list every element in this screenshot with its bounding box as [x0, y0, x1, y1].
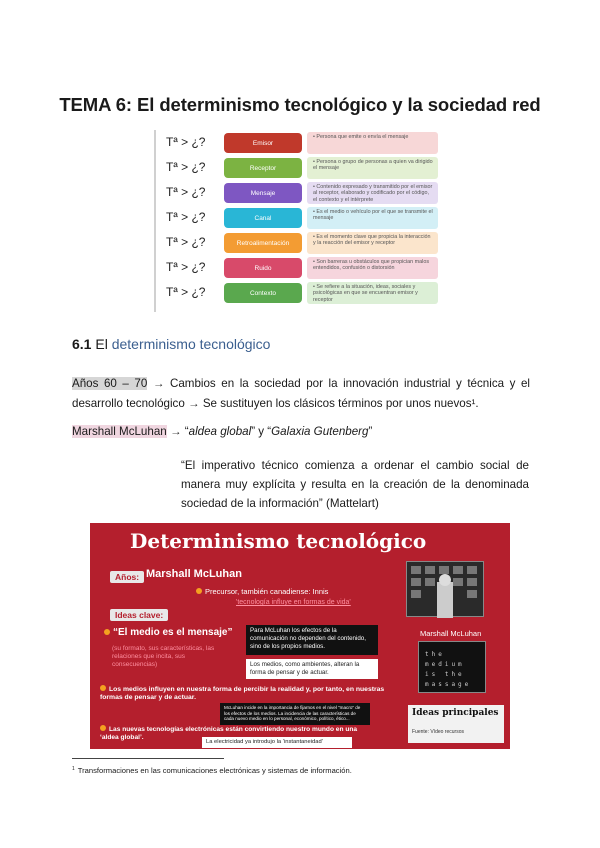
infographic-title: Determinismo tecnológico — [130, 529, 427, 553]
row-element-pill: Mensaje — [224, 183, 302, 203]
precursor-text: Precursor, también canadiense: Innis — [205, 587, 329, 596]
ideas-tag: Ideas clave: — [110, 609, 168, 621]
row-element-pill: Ruido — [224, 258, 302, 278]
row-description: • Se refiere a la situación, ideas, sociales y psicológicas en que se encuentran emisor y receptor — [307, 282, 438, 304]
row-question: Tª > ¿? — [166, 185, 206, 199]
row-description: • Contenido expresado y transmitido por el emisor al receptor, elaborado y codificado por el código, el contexto y el intérprete — [307, 182, 438, 204]
diagram-row — [160, 132, 440, 154]
footnote — [72, 766, 352, 775]
infographic-author: Marshall McLuhan — [146, 568, 242, 580]
row-description: • Es el momento clave que propicia la interacción y la reacción del emisor y receptor — [307, 232, 438, 254]
mattelart-quote: “El imperativo técnico comienza a ordenar el cambio social de manera muy explícita y resulta en la creación de la denominada sociedad de la información” (Mattelart) — [181, 459, 529, 510]
diagram-row — [160, 282, 440, 304]
row-element-pill: Receptor — [224, 158, 302, 178]
term-aldea-global: aldea global — [188, 425, 252, 438]
idea2-text: Los medios influyen en nuestra forma de percibir la realidad y, por tanto, en nuestras formas de pensar y de actuar. — [100, 686, 385, 701]
communication-elements-diagram — [154, 130, 440, 312]
box-electricity: La electricidad ya introdujo la ‘instantaneidad’ — [202, 737, 352, 748]
infographic-determinismo — [90, 523, 510, 749]
term-galaxia-gutenberg: Galaxia Gutenberg — [271, 425, 369, 438]
diagram-row — [160, 257, 440, 279]
mcluhan-end: ” — [368, 425, 373, 438]
section-heading — [72, 336, 270, 352]
row-description: • Es el medio o vehículo por el que se transmite el mensaje — [307, 207, 438, 229]
row-description: • Persona o grupo de personas a quien va dirigido el mensaje — [307, 157, 438, 179]
ideas-principales-title: Ideas principales — [412, 708, 499, 718]
idea1-text: “El medio es el mensaje” — [113, 627, 233, 638]
row-question: Tª > ¿? — [166, 135, 206, 149]
paragraph-years — [72, 374, 530, 414]
row-description: • Son barreras u obstáculos que propician malos entendidos, confusión o distorsión — [307, 257, 438, 279]
bullet-icon — [104, 629, 110, 635]
bullet-icon — [100, 725, 106, 731]
mcluhan-photo — [406, 561, 484, 617]
idea3-text: Las nuevas tecnologías electrónicas están convirtiendo nuestro mundo en una ‘aldea global’. — [100, 726, 358, 741]
box-media-environments: Los medios, como ambientes, alteran la forma de pensar y de actuar. — [246, 659, 378, 679]
diagram-row — [160, 157, 440, 179]
idea-medium-message — [104, 627, 233, 638]
diagram-row — [160, 182, 440, 204]
bullet-icon — [196, 588, 202, 594]
idea-media-perception — [100, 685, 400, 702]
row-element-pill: Retroalimentación — [224, 233, 302, 253]
row-question: Tª > ¿? — [166, 260, 206, 274]
tv-wall-illustration — [407, 562, 485, 618]
footnote-rule — [72, 758, 224, 759]
medium-massage-poster: the medium is the massage — [418, 641, 486, 693]
box-macro-effects: McLuhan incide en la importancia de fijarnos en el nivel “macro” de los efectos de los medios. La incidencia de las características de cada nuevo medio en lo personal, económico, político, ético... — [220, 703, 370, 725]
bullet-icon — [100, 685, 106, 691]
precursor-note: 'tecnología influye en formas de vida' — [236, 599, 351, 606]
row-element-pill: Canal — [224, 208, 302, 228]
row-question: Tª > ¿? — [166, 285, 206, 299]
mcluhan-mid: ” y “ — [251, 425, 272, 438]
footnote-text: Transformaciones en las comunicaciones electrónicas y sistemas de información. — [77, 766, 352, 775]
row-question: Tª > ¿? — [166, 210, 206, 224]
years-tag: Años: — [110, 571, 144, 583]
years-text: → Cambios en la sociedad por la innovación industrial y técnica y el desarrollo tecnológico → Se sustituyen los clásicos términos por unos nuevos¹. — [72, 377, 530, 410]
section-title-link[interactable]: determinismo tecnológico — [111, 336, 271, 352]
mcluhan-arrow: → “ — [166, 425, 189, 438]
diagram-row — [160, 207, 440, 229]
footnote-mark: 1 — [72, 766, 75, 772]
row-question: Tª > ¿? — [166, 235, 206, 249]
precursor-line — [196, 587, 328, 596]
photo-caption: Marshall McLuhan — [420, 629, 482, 638]
row-element-pill: Emisor — [224, 133, 302, 153]
idea1-note: (su formato, sus características, las relaciones que incita, sus consecuencias) — [112, 645, 215, 668]
years-highlight: Años 60 – 70 — [72, 377, 148, 390]
diagram-row — [160, 232, 440, 254]
row-description: • Persona que emite o envía el mensaje — [307, 132, 438, 154]
row-question: Tª > ¿? — [166, 160, 206, 174]
row-element-pill: Contexto — [224, 283, 302, 303]
ideas-principales-card — [408, 705, 504, 743]
ideas-principales-sub: Fuente: Vídeo recursos — [412, 729, 464, 735]
box-mcluhan-effects: Para McLuhan los efectos de la comunicación no dependen del contenido, sino de los propios medios. — [246, 625, 378, 655]
mcluhan-highlight: Marshall McLuhan — [72, 425, 167, 438]
section-number: 6.1 — [72, 336, 92, 352]
paragraph-mcluhan — [72, 422, 530, 442]
section-prefix: El — [95, 336, 108, 352]
page-title: TEMA 6: El determinismo tecnológico y la sociedad red — [59, 94, 541, 115]
diagram-divider — [154, 130, 156, 312]
